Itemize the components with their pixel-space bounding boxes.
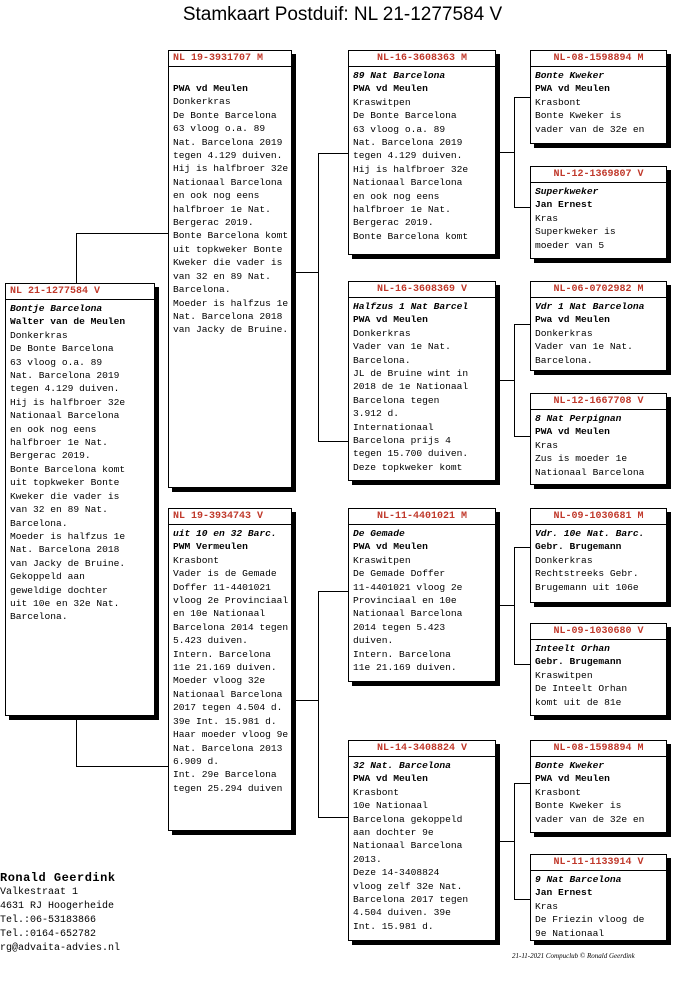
note-line: geweldige dochter	[10, 584, 108, 596]
notes	[173, 567, 287, 795]
pigeon-color: Krasbont	[173, 554, 220, 566]
note-line: Internationaal	[353, 421, 434, 433]
ring-number: NL-16-3608363 M	[349, 51, 495, 67]
owner-phone-2: Tel.:0164-652782	[0, 929, 97, 940]
notes	[535, 799, 662, 826]
pigeon-name: Superkweker	[535, 186, 599, 197]
pigeon-color: Donkerkras	[535, 327, 593, 339]
note-line: Int. 29e Barcelona	[173, 769, 277, 781]
note-line: en ook nog eens	[173, 190, 260, 202]
pigeon-name: Bontje Barcelona	[10, 303, 103, 314]
notes	[173, 109, 287, 337]
note-line: 11e 21.169 duiven.	[173, 662, 277, 674]
connector-line	[292, 700, 318, 701]
ring-number: NL 21-1277584 V	[6, 284, 154, 300]
note-line: Nationaal Barcelona	[353, 177, 463, 189]
pigeon-color: Donkerkras	[173, 96, 231, 108]
note-line: Nationaal Barcelona	[173, 688, 283, 700]
pigeon-name: Vdr 1 Nat Barcelona	[535, 301, 645, 312]
note-line: en ook nog eens	[353, 190, 440, 202]
connector-line	[318, 153, 319, 441]
note-line: aan dochter 9e	[353, 827, 434, 839]
connector-line	[318, 817, 348, 818]
note-line: Nat. Barcelona 2019	[173, 136, 283, 148]
pigeon-card-dss[interactable]	[530, 508, 667, 603]
note-line: Nat. Barcelona 2013	[173, 742, 283, 754]
breeder-name: PWA vd Meulen	[353, 541, 428, 553]
pigeon-card-sss[interactable]	[530, 50, 667, 144]
note-line: van Jacky de Bruine.	[173, 324, 289, 336]
pigeon-color: Kras	[535, 900, 559, 912]
pigeon-card-dam-sire[interactable]	[348, 508, 496, 682]
note-line: en ook nog eens	[10, 423, 97, 435]
note-line: 39e Int. 15.981 d.	[173, 715, 277, 727]
pigeon-name: Bonte Kweker	[535, 70, 605, 81]
connector-line	[514, 97, 515, 207]
notes	[535, 452, 662, 479]
note-line: tegen 15.700 duiven.	[353, 448, 469, 460]
connector-line	[514, 783, 530, 784]
pigeon-card-sdd[interactable]	[530, 393, 667, 485]
note-line: komt uit de 81e	[535, 696, 622, 708]
note-line: tegen 4.129 duiven.	[10, 383, 120, 395]
notes	[535, 109, 662, 136]
note-line: Bonte Barcelona komt	[173, 230, 289, 242]
note-line: 6.909 d.	[173, 755, 220, 767]
pigeon-name: 32 Nat. Barcelona	[353, 760, 451, 771]
note-line: vloog zelf 32e Nat.	[353, 880, 463, 892]
pigeon-name: uit 10 en 32 Barc.	[173, 528, 277, 539]
breeder-name: PWA vd Meulen	[535, 83, 610, 95]
ring-number: NL 19-3931707 M	[169, 51, 291, 67]
note-line: Vader van 1e Nat.	[535, 341, 633, 353]
note-line: Barcelona prijs 4	[353, 435, 451, 447]
pigeon-card-sire[interactable]	[168, 50, 292, 488]
pigeon-color: Krasbont	[535, 786, 582, 798]
note-line: Bergerac 2019.	[10, 450, 91, 462]
ring-number: NL-16-3608369 V	[349, 282, 495, 298]
connector-line	[514, 97, 530, 98]
note-line: vader van de 32e en	[535, 813, 645, 825]
note-line: 63 vloog o.a. 89	[10, 356, 103, 368]
note-line: 5.423 duiven.	[173, 635, 248, 647]
owner-name: Ronald Geerdink	[0, 871, 116, 885]
note-line: uit 10e en 32e Nat.	[10, 597, 120, 609]
breeder-name: PWA vd Meulen	[353, 83, 428, 95]
note-line: Bonte Kweker is	[535, 800, 622, 812]
pigeon-name: De Gemade	[353, 528, 405, 539]
pigeon-card-dam[interactable]	[168, 508, 292, 831]
note-line: De Bonte Barcelona	[173, 109, 277, 121]
connector-line	[496, 841, 514, 842]
connector-line	[514, 207, 530, 208]
note-line: Nationaal Barcelona	[353, 840, 463, 852]
note-line: Brugemann uit 106e	[535, 581, 639, 593]
connector-line	[318, 591, 319, 817]
breeder-name: PWA vd Meulen	[353, 773, 428, 785]
note-line: 4.504 duiven. 39e	[353, 907, 451, 919]
note-line: De Inteelt Orhan	[535, 683, 628, 695]
pigeon-card-dsd[interactable]	[530, 623, 667, 716]
note-line: Rechtstreeks Gebr.	[535, 568, 639, 580]
notes	[535, 225, 662, 252]
connector-line	[76, 233, 77, 283]
note-line: De Bonte Barcelona	[353, 110, 457, 122]
breeder-name: PWA vd Meulen	[535, 773, 610, 785]
note-line: van 32 en 89 Nat.	[173, 270, 271, 282]
connector-line	[514, 899, 530, 900]
note-line: moeder van 5	[535, 239, 605, 251]
note-line: van Jacky de Bruine.	[10, 557, 126, 569]
note-line: Nat. Barcelona 2018	[173, 310, 283, 322]
notes	[353, 799, 491, 933]
note-line: Deze 14-3408824	[353, 867, 440, 879]
note-line: Bonte Barcelona komt	[10, 463, 126, 475]
note-line: tegen 25.294 duiven	[173, 782, 283, 794]
note-line: uit topkweker Bonte	[173, 243, 283, 255]
note-line: 2018 de 1e Nationaal	[353, 381, 469, 393]
note-line: Intern. Barcelona	[353, 648, 451, 660]
notes	[353, 340, 491, 474]
pigeon-card-sire-sire[interactable]	[348, 50, 496, 255]
note-line: 3.912 d.	[353, 408, 400, 420]
pigeon-color: Kraswitpen	[353, 554, 411, 566]
connector-line	[496, 605, 514, 606]
connector-line	[514, 664, 530, 665]
pigeon-card-ddd[interactable]	[530, 854, 667, 941]
ring-number: NL-11-1133914 V	[531, 855, 666, 871]
note-line: Vader is de Gemade	[173, 568, 277, 580]
note-line: Moeder is halfzus 1e	[173, 297, 289, 309]
pigeon-name	[173, 69, 287, 82]
note-line: Moeder is halfzus 1e	[10, 530, 126, 542]
note-line: 2014 tegen 5.423	[353, 621, 446, 633]
note-line: Nat. Barcelona 2018	[10, 544, 120, 556]
note-line: Zus is moeder 1e	[535, 453, 628, 465]
ring-number: NL-06-0702982 M	[531, 282, 666, 298]
breeder-name: Gebr. Brugemann	[535, 656, 622, 668]
note-line: Bonte Kweker is	[535, 110, 622, 122]
note-line: tegen 4.129 duiven.	[173, 150, 283, 162]
note-line: halfbroer 1e Nat.	[173, 203, 271, 215]
pigeon-color: Kraswitpen	[353, 96, 411, 108]
ring-number: NL-08-1598894 M	[531, 741, 666, 757]
note-line: Intern. Barcelona	[173, 648, 271, 660]
note-line: De Gemade Doffer	[353, 568, 446, 580]
note-line: De Bonte Barcelona	[10, 343, 114, 355]
pigeon-card-sire-dam[interactable]	[348, 281, 496, 481]
note-line: Barcelona.	[10, 611, 68, 623]
note-line: Hij is halfbroer 32e	[10, 396, 126, 408]
pigeon-card-sds[interactable]	[530, 281, 667, 371]
breeder-name: PWA vd Meulen	[173, 83, 248, 94]
note-line: Nationaal Barcelona	[535, 466, 645, 478]
note-line: Provinciaal en 10e	[353, 595, 457, 607]
pigeon-name: Halfzus 1 Nat Barcel	[353, 301, 469, 312]
note-line: en 10e Nationaal	[173, 608, 266, 620]
pigeon-color: Krasbont	[353, 786, 400, 798]
connector-line	[496, 380, 514, 381]
ring-number: NL-09-1030680 V	[531, 624, 666, 640]
note-line: 63 vloog o.a. 89	[173, 123, 266, 135]
note-line: halfbroer 1e Nat.	[10, 437, 108, 449]
note-line: Doffer 11-4401021	[173, 581, 271, 593]
pigeon-color: Donkerkras	[353, 327, 411, 339]
pigeon-card-dds[interactable]	[530, 740, 667, 833]
breeder-name: Pwa vd Meulen	[535, 314, 610, 326]
note-line: Nat. Barcelona 2019	[353, 137, 463, 149]
note-line: tegen 4.129 duiven.	[353, 150, 463, 162]
connector-line	[292, 272, 318, 273]
note-line: Bergerac 2019.	[353, 217, 434, 229]
note-line: 11-4401021 vloog 2e	[353, 581, 463, 593]
note-line: JL de Bruine wint in	[353, 368, 469, 380]
ring-number: NL 19-3934743 V	[169, 509, 291, 525]
pigeon-color: Kras	[535, 212, 559, 224]
note-line: Nationaal Barcelona	[353, 608, 463, 620]
note-line: Vader van 1e Nat.	[353, 341, 451, 353]
note-line: Barcelona.	[353, 354, 411, 366]
note-line: Moeder vloog 32e	[173, 675, 266, 687]
notes	[353, 567, 491, 674]
notes	[535, 567, 662, 594]
ring-number: NL-11-4401021 M	[349, 509, 495, 525]
pigeon-card-dam-dam[interactable]	[348, 740, 496, 941]
owner-phone-1: Tel.:06-53183866	[0, 915, 97, 926]
breeder-name: Walter van de Meulen	[10, 316, 126, 328]
notes	[353, 109, 491, 243]
owner-address: Valkestraat 1	[0, 887, 79, 898]
ring-number: NL-08-1598894 M	[531, 51, 666, 67]
pigeon-name: 89 Nat Barcelona	[353, 70, 446, 81]
pigeon-name: 9 Nat Barcelona	[535, 874, 622, 885]
note-line: Hij is halfbroer 32e	[173, 163, 289, 175]
connector-line	[76, 766, 168, 767]
note-line: Superkweker is	[535, 226, 616, 238]
breeder-name: Gebr. Brugemann	[535, 541, 622, 553]
owner-email[interactable]: rg@advaita-advies.nl	[0, 943, 121, 954]
note-line: Kweker die vader is	[173, 257, 283, 269]
connector-line	[76, 716, 77, 766]
note-line: Barcelona.	[173, 284, 231, 296]
pigeon-card-ssd[interactable]	[530, 166, 667, 259]
page-title: Stamkaart Postduif: NL 21-1277584 V	[182, 4, 503, 25]
note-line: Barcelona.	[10, 517, 68, 529]
note-line: Hij is halfbroer 32e	[353, 163, 469, 175]
note-line: De Friezin vloog de	[535, 914, 645, 926]
note-line: Barcelona 2014 tegen	[173, 621, 289, 633]
footer-credit: 21-11-2021 Compuclub © Ronald Geerdink	[512, 952, 635, 960]
connector-line	[514, 547, 515, 664]
note-line: vloog 2e Provinciaal	[173, 595, 289, 607]
note-line: 2013.	[353, 853, 382, 865]
pigeon-color: Krasbont	[535, 96, 582, 108]
pigeon-color: Donkerkras	[535, 554, 593, 566]
note-line: Kweker die vader is	[10, 490, 120, 502]
note-line: van 32 en 89 Nat.	[10, 504, 108, 516]
note-line: 2017 tegen 4.504 d.	[173, 702, 283, 714]
connector-line	[76, 233, 168, 234]
ring-number: NL-09-1030681 M	[531, 509, 666, 525]
note-line: 63 vloog o.a. 89	[353, 123, 446, 135]
note-line: Deze topkweker komt	[353, 461, 463, 473]
note-line: vader van de 32e en	[535, 123, 645, 135]
breeder-name: Jan Ernest	[535, 199, 593, 211]
connector-line	[514, 324, 515, 436]
note-line: Nationaal Barcelona	[173, 176, 283, 188]
ring-number: NL-14-3408824 V	[349, 741, 495, 757]
connector-line	[318, 591, 348, 592]
owner-city: 4631 RJ Hoogerheide	[0, 901, 115, 912]
notes	[535, 340, 662, 367]
pigeon-color: Kraswitpen	[535, 669, 593, 681]
note-line: Bergerac 2019.	[173, 217, 254, 229]
note-line: Barcelona gekoppeld	[353, 813, 463, 825]
note-line: Nat. Barcelona 2019	[10, 370, 120, 382]
note-line: Bonte Barcelona komt	[353, 230, 469, 242]
pigeon-name: Vdr. 10e Nat. Barc.	[535, 528, 645, 539]
connector-line	[318, 153, 348, 154]
note-line: Haar moeder vloog 9e	[173, 729, 289, 741]
notes	[535, 913, 662, 940]
notes	[535, 682, 662, 709]
connector-line	[496, 152, 514, 153]
note-line: 10e Nationaal	[353, 800, 428, 812]
breeder-name: Jan Ernest	[535, 887, 593, 899]
pigeon-card-subject[interactable]	[5, 283, 155, 716]
note-line: Barcelona 2017 tegen	[353, 894, 469, 906]
ring-number: NL-12-1369807 V	[531, 167, 666, 183]
breeder-name: PWM Vermeulen	[173, 541, 248, 553]
note-line: 9e Nationaal	[535, 927, 605, 939]
pigeon-color: Donkerkras	[10, 329, 68, 341]
notes	[10, 342, 150, 624]
note-line: duiven.	[353, 635, 394, 647]
note-line: uit topkweker Bonte	[10, 477, 120, 489]
connector-line	[514, 436, 530, 437]
breeder-name: PWA vd Meulen	[535, 426, 610, 438]
connector-line	[514, 783, 515, 899]
note-line: Int. 15.981 d.	[353, 920, 434, 932]
note-line: Barcelona.	[535, 354, 593, 366]
connector-line	[318, 441, 348, 442]
pigeon-name: Inteelt Orhan	[535, 643, 610, 654]
connector-line	[514, 324, 530, 325]
pigeon-name: Bonte Kweker	[535, 760, 605, 771]
note-line: 11e 21.169 duiven.	[353, 662, 457, 674]
pigeon-name: 8 Nat Perpignan	[535, 413, 622, 424]
note-line: Barcelona tegen	[353, 394, 440, 406]
note-line: Nationaal Barcelona	[10, 410, 120, 422]
connector-line	[514, 547, 530, 548]
ring-number: NL-12-1667708 V	[531, 394, 666, 410]
note-line: Gekoppeld aan	[10, 571, 85, 583]
breeder-name: PWA vd Meulen	[353, 314, 428, 326]
note-line: halfbroer 1e Nat.	[353, 204, 451, 216]
owner-info	[0, 870, 120, 956]
pigeon-color: Kras	[535, 439, 559, 451]
